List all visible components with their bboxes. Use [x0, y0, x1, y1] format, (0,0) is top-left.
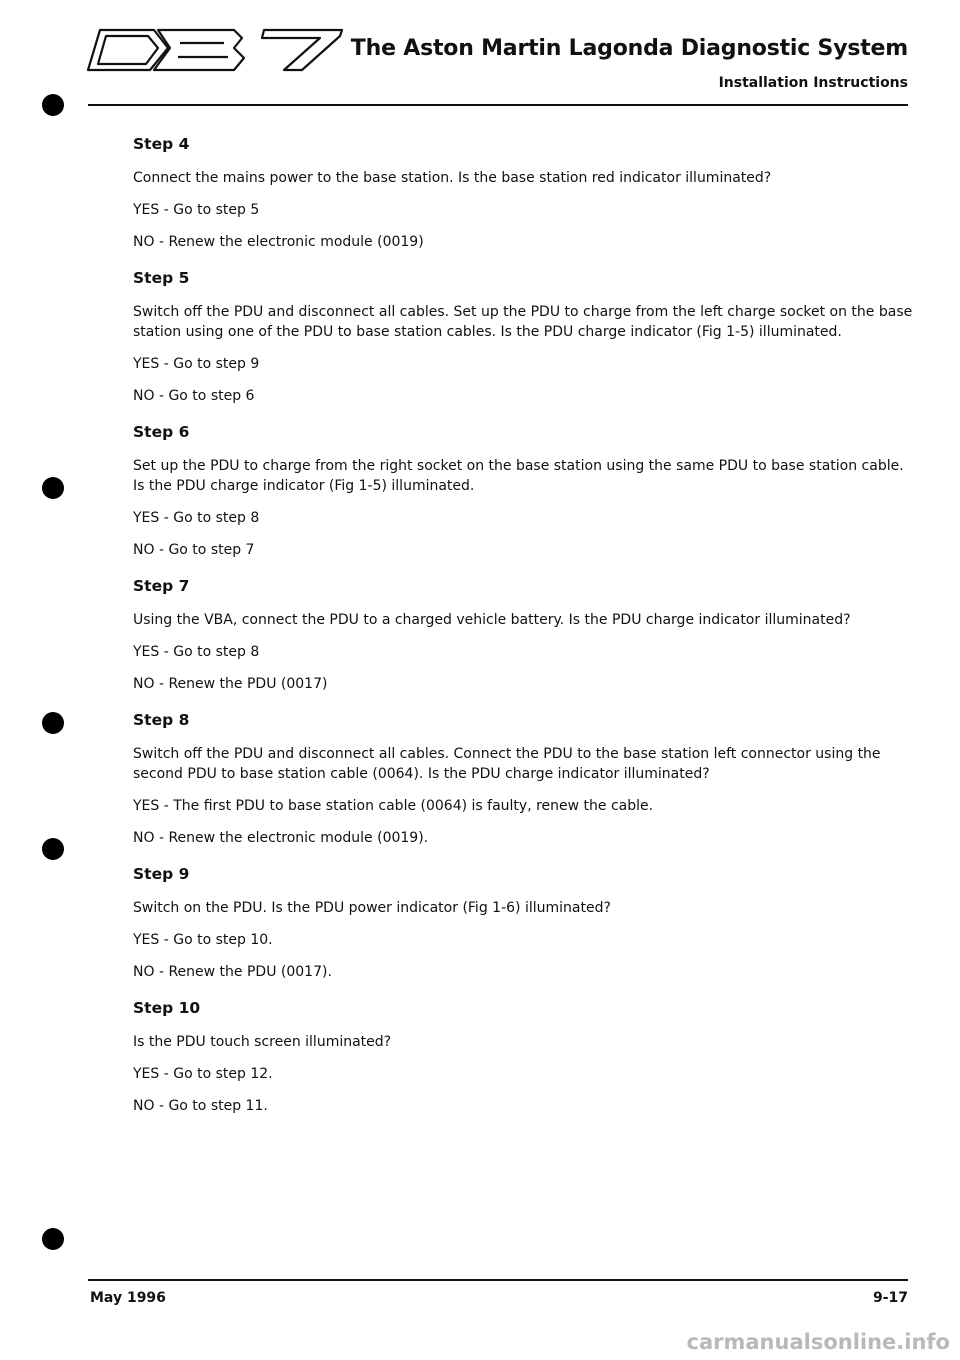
page-number: 9-17 — [872, 1290, 908, 1306]
db7-logo — [84, 26, 346, 72]
step-no-answer: NO - Renew the electronic module (0019) — [133, 234, 424, 250]
step-heading: Step 7 — [133, 577, 190, 595]
step-no-answer: NO - Go to step 11. — [133, 1098, 268, 1114]
step-yes-answer: YES - Go to step 9 — [133, 356, 260, 372]
header-rule — [88, 104, 908, 106]
binder-hole — [42, 712, 64, 734]
step-no-answer: NO - Renew the electronic module (0019). — [133, 830, 429, 846]
document-subtitle: Installation Instructions — [718, 75, 908, 91]
step-question: Using the VBA, connect the PDU to a charged vehicle battery. Is the PDU charge indicator illuminated? — [133, 612, 851, 628]
step-yes-answer: YES - Go to step 10. — [133, 932, 273, 948]
step-heading: Step 5 — [133, 269, 190, 287]
footer-rule — [88, 1279, 908, 1281]
step-yes-answer: YES - Go to step 8 — [133, 644, 260, 660]
document-body — [133, 120, 913, 1116]
footer-date: May 1996 — [90, 1290, 166, 1306]
step-question: Set up the PDU to charge from the right socket on the base station using the same PDU to base station cable. Is the PDU charge indicator (Fig 1-5) illuminated. — [133, 458, 904, 494]
binder-hole — [42, 838, 64, 860]
step-no-answer: NO - Renew the PDU (0017). — [133, 964, 332, 980]
step-no-answer: NO - Go to step 6 — [133, 388, 255, 404]
step-section — [133, 862, 913, 982]
step-heading: Step 8 — [133, 711, 190, 729]
watermark: carmanualsonline.info — [686, 1330, 950, 1354]
step-section — [133, 132, 913, 252]
step-yes-answer: YES - Go to step 12. — [133, 1066, 273, 1082]
step-question: Connect the mains power to the base station. Is the base station red indicator illuminated? — [133, 170, 772, 186]
step-question: Switch off the PDU and disconnect all cables. Set up the PDU to charge from the left charge socket on the base station using one of the PDU to base station cables. Is the PDU charge indicator (Fig 1-5) illuminated. — [133, 304, 913, 340]
step-no-answer: NO - Go to step 7 — [133, 542, 255, 558]
step-section — [133, 266, 913, 406]
step-heading: Step 6 — [133, 423, 190, 441]
binder-hole — [42, 94, 64, 116]
step-question: Is the PDU touch screen illuminated? — [133, 1034, 392, 1050]
step-heading: Step 10 — [133, 999, 201, 1017]
step-yes-answer: YES - Go to step 8 — [133, 510, 260, 526]
step-section — [133, 574, 913, 694]
step-section — [133, 708, 913, 848]
document-title: The Aston Martin Lagonda Diagnostic System — [350, 36, 908, 61]
step-no-answer: NO - Renew the PDU (0017) — [133, 676, 328, 692]
step-question: Switch off the PDU and disconnect all cables. Connect the PDU to the base station left connector using the second PDU to base station cable (0064). Is the PDU charge indicator illuminated? — [133, 746, 881, 782]
step-heading: Step 9 — [133, 865, 190, 883]
step-question: Switch on the PDU. Is the PDU power indicator (Fig 1-6) illuminated? — [133, 900, 611, 916]
step-heading: Step 4 — [133, 135, 190, 153]
binder-hole — [42, 1228, 64, 1250]
step-yes-answer: YES - The first PDU to base station cable (0064) is faulty, renew the cable. — [133, 798, 654, 814]
binder-hole — [42, 477, 64, 499]
step-section — [133, 420, 913, 560]
step-section — [133, 996, 913, 1116]
step-yes-answer: YES - Go to step 5 — [133, 202, 260, 218]
